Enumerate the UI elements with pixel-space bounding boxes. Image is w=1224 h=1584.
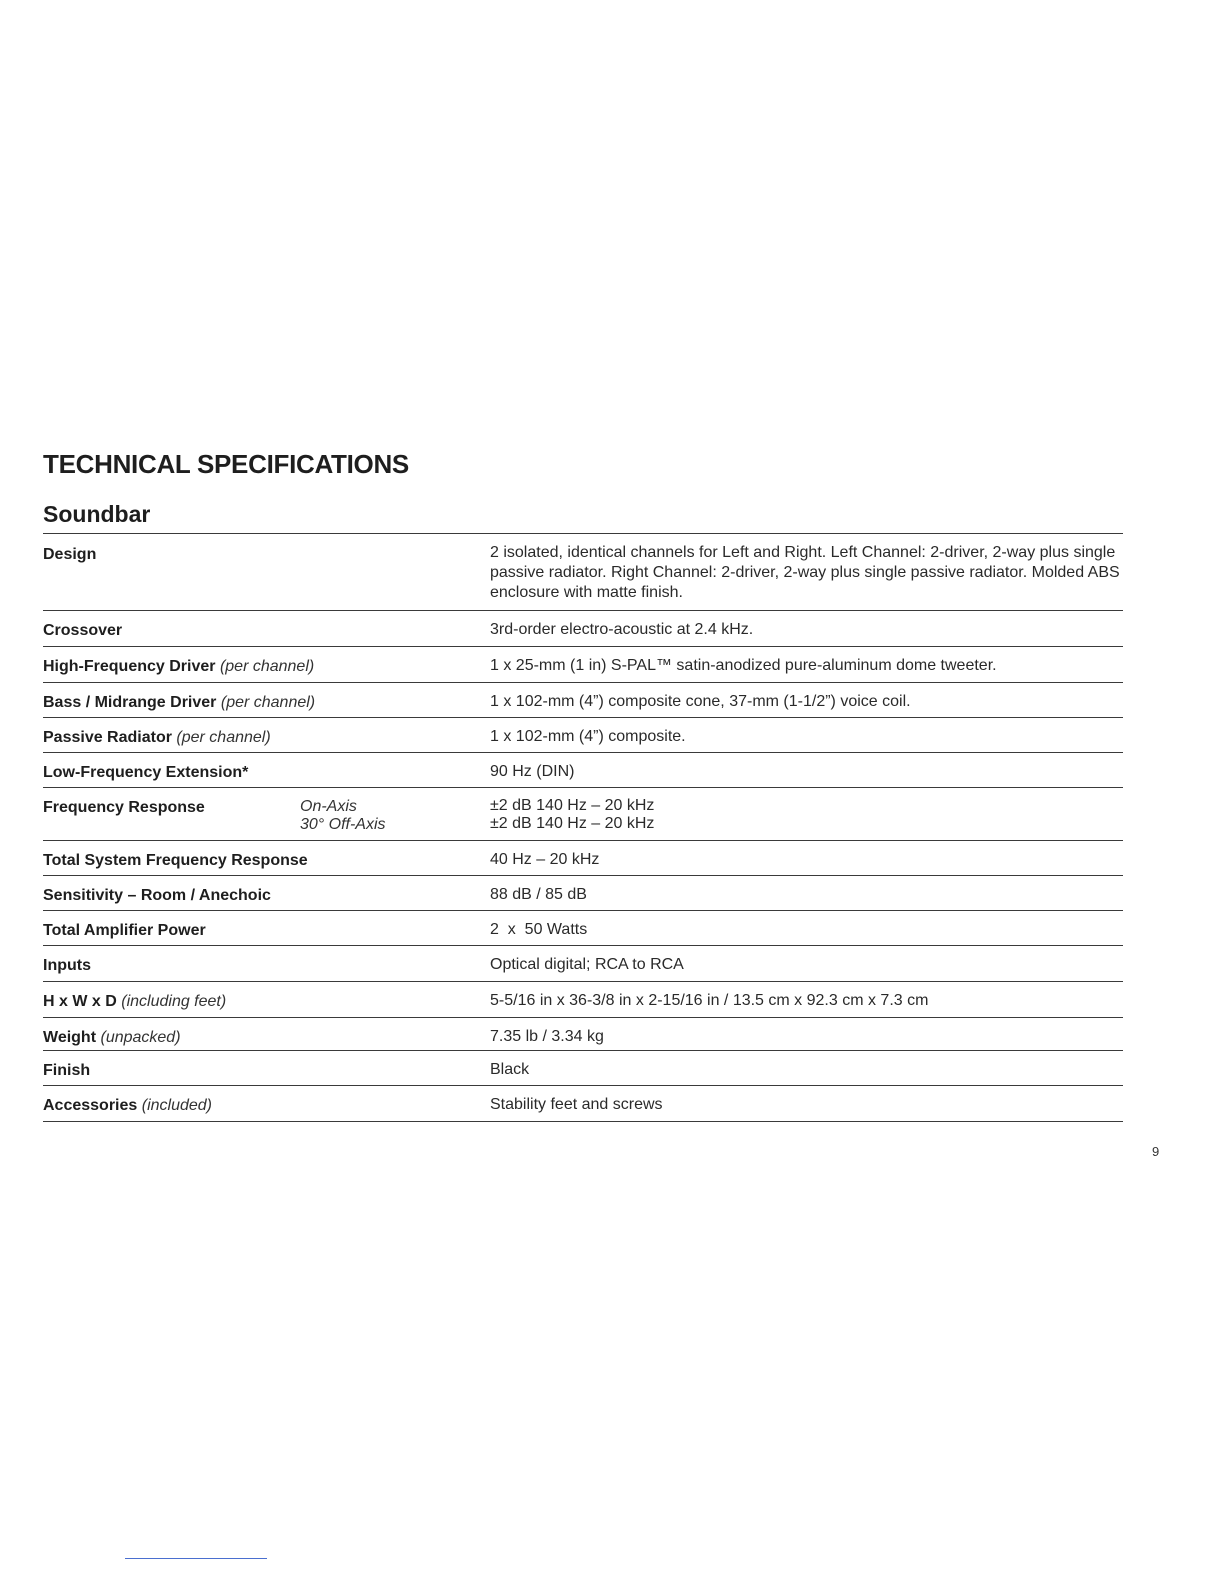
section-title: Soundbar [43, 501, 151, 527]
spec-row-low-frequency-extension [43, 753, 1123, 788]
spec-value: 1 x 25-mm (1 in) S-PAL™ satin-anodized pure-aluminum dome tweeter. [490, 657, 997, 674]
page-number: 9 [1152, 1144, 1160, 1159]
spec-row-total-amplifier-power [43, 911, 1123, 946]
spec-label-cell [43, 956, 293, 975]
spec-label: Weight [43, 1029, 97, 1046]
spec-label-cell [43, 992, 293, 1011]
spec-label: Sensitivity – Room / Anechoic [43, 887, 271, 904]
spec-label: Passive Radiator [43, 729, 172, 746]
spec-value: 40 Hz – 20 kHz [490, 851, 600, 868]
spec-value: 2 x 50 Watts [490, 921, 588, 938]
spec-label: Total Amplifier Power [43, 922, 206, 939]
spec-row-passive-radiator [43, 718, 1123, 753]
spec-row-high-frequency-driver [43, 647, 1123, 683]
spec-label: Low-Frequency Extension* [43, 764, 249, 781]
spec-value [490, 797, 1123, 833]
spec-label-cell [43, 1096, 293, 1115]
spec-row-weight [43, 1018, 1123, 1051]
spec-qualifier: (per channel) [219, 658, 315, 675]
spec-row-sensitivity [43, 876, 1123, 911]
spec-sub-value-on-axis: ±2 dB 140 Hz – 20 kHz [490, 797, 655, 814]
spec-label-cell [43, 851, 308, 870]
spec-label-cell [43, 798, 293, 817]
footer-link-rule [125, 1558, 267, 1559]
spec-label-cell [43, 921, 293, 940]
spec-row-total-system-frequency-response [43, 841, 1123, 876]
spec-value: 88 dB / 85 dB [490, 886, 587, 903]
spec-label-cell [43, 1061, 293, 1080]
page-title: TECHNICAL SPECIFICATIONS [43, 449, 409, 479]
spec-label-cell [43, 886, 293, 905]
spec-label: H x W x D [43, 993, 117, 1010]
spec-qualifier: (unpacked) [100, 1029, 181, 1046]
spec-qualifier: (including feet) [121, 993, 227, 1010]
spec-label-cell [43, 657, 315, 676]
spec-row-finish [43, 1051, 1123, 1086]
spec-row-frequency-response [43, 788, 1123, 841]
spec-value: Black [490, 1061, 530, 1078]
spec-value: 5-5/16 in x 36-3/8 in x 2-15/16 in / 13.5 cm x 92.3 cm x 7.3 cm [490, 992, 929, 1009]
spec-value: 3rd-order electro-acoustic at 2.4 kHz. [490, 621, 754, 638]
spec-value: 1 x 102-mm (4”) composite. [490, 728, 686, 745]
spec-row-design [43, 534, 1123, 611]
spec-value: 7.35 lb / 3.34 kg [490, 1028, 604, 1045]
spec-label: Inputs [43, 957, 91, 974]
spec-row-inputs [43, 946, 1123, 982]
spec-label: High-Frequency Driver [43, 658, 216, 675]
spec-sub-value-off-axis: ±2 dB 140 Hz – 20 kHz [490, 815, 655, 832]
spec-sub-label-off-axis: 30° Off-Axis [300, 816, 386, 833]
spec-label-cell [43, 693, 316, 712]
spec-qualifier: (per channel) [220, 694, 316, 711]
spec-qualifier: (included) [141, 1097, 213, 1114]
spec-qualifier: (per channel) [176, 729, 271, 746]
spec-row-dimensions [43, 982, 1123, 1018]
spec-row-crossover [43, 611, 1123, 647]
spec-value: 1 x 102-mm (4”) composite cone, 37-mm (1-1/2”) voice coil. [490, 693, 911, 710]
spec-sub-label-on-axis: On-Axis [300, 798, 357, 815]
spec-label: Finish [43, 1062, 91, 1079]
spec-value: Stability feet and screws [490, 1096, 663, 1113]
spec-label-cell [43, 621, 293, 640]
spec-label-cell [43, 545, 293, 564]
spec-value: 2 isolated, identical channels for Left and Right. Left Channel: 2-driver, 2-way plus single passive radiator. Right Channel: 2-driver, 2-way plus single passive radiator. Molded ABS enclosure with matte finish. [490, 544, 1120, 601]
spec-table [43, 533, 1123, 1122]
spec-row-accessories [43, 1086, 1123, 1122]
spec-label-cell [43, 728, 293, 747]
spec-value: 90 Hz (DIN) [490, 763, 575, 780]
spec-label-cell [43, 763, 293, 782]
spec-label: Accessories [43, 1097, 138, 1114]
spec-label: Design [43, 546, 97, 563]
spec-label: Total System Frequency Response [43, 852, 308, 869]
spec-sub-labels [300, 798, 386, 834]
spec-value: Optical digital; RCA to RCA [490, 956, 684, 973]
spec-label: Bass / Midrange Driver [43, 694, 217, 711]
spec-row-bass-midrange-driver [43, 683, 1123, 718]
spec-label: Crossover [43, 622, 123, 639]
spec-label-cell [43, 1028, 293, 1047]
spec-label: Frequency Response [43, 799, 205, 816]
